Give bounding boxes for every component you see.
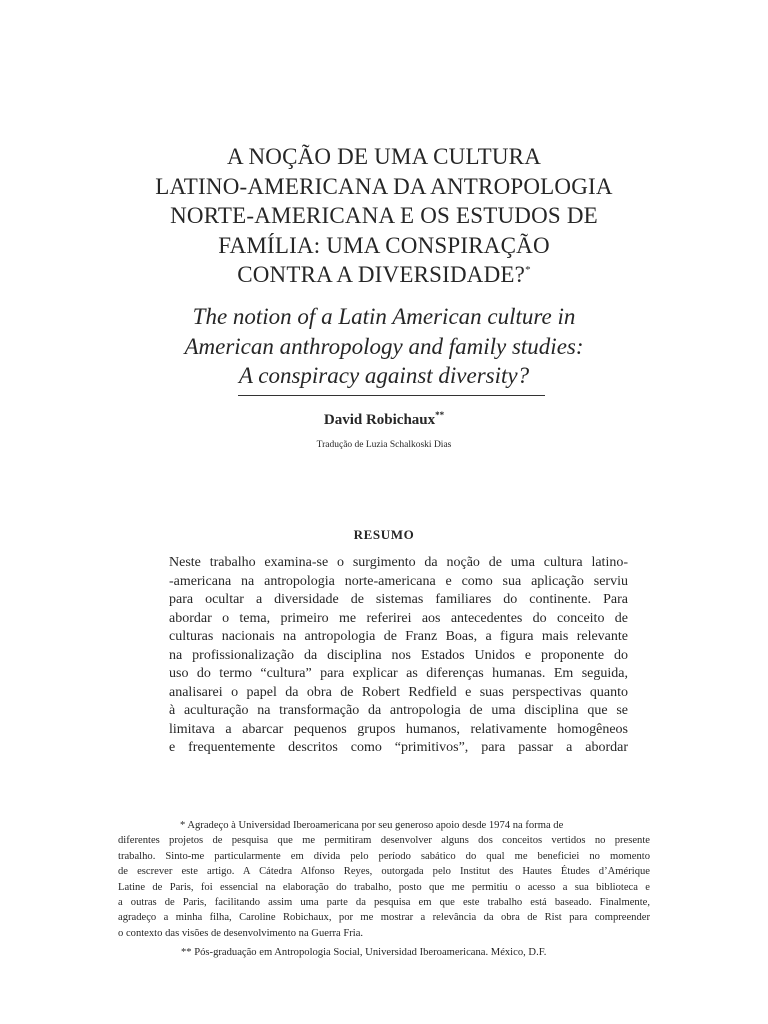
- abstract-line: limitava a abarcar pequenos grupos humanos, relativamente homogêneos: [169, 721, 628, 737]
- abstract-line: culturas nacionais na antropologia de Franz Boas, a figura mais relevante: [169, 629, 628, 644]
- title-line: LATINO-AMERICANA DA ANTROPOLOGIA: [155, 173, 613, 199]
- english-title-line: A conspiracy against diversity?: [238, 363, 530, 388]
- title-line: FAMÍLIA: UMA CONSPIRAÇÃO: [218, 232, 550, 258]
- portuguese-title: [100, 142, 668, 290]
- english-title-line: American anthropology and family studies:: [184, 333, 584, 359]
- title-line: [100, 260, 668, 290]
- abstract-line: analisarei o papel da obra de Robert Redfield e suas perspectivas quanto: [169, 684, 628, 700]
- abstract-line: na profissionalização da disciplina nos Estados Unidos e proponente do: [169, 647, 628, 663]
- abstract-line: e frequentemente descritos como “primitivos”, para passar a abordar: [169, 740, 628, 755]
- footnote-line: trabalho. Sinto-me particularmente em dívida pelo período sabático do qual me beneficiei no momento: [118, 850, 650, 862]
- footnote-line: a outras de Paris, facilitando assim uma parte da pesquisa em que este trabalho está baseado. Finalmente,: [118, 897, 650, 909]
- abstract-line: uso do termo “cultura” para explicar as diferenças humanas. Em seguida,: [169, 666, 628, 681]
- translator-credit: Tradução de Luzia Schalkoski Dias: [316, 440, 452, 450]
- footnote-line: agradeço a minha filha, Caroline Robichaux, por me mostrar a relevância da obra de Rist para compreender: [118, 912, 650, 924]
- abstract-body: [169, 554, 628, 758]
- abstract-line: para ocultar a diversidade de sistemas familiares do continente. Para: [169, 592, 628, 607]
- abstract-line: abordar o tema, primeiro me referirei aos antecedentes do conceito de: [169, 610, 628, 626]
- author-name: [0, 412, 768, 429]
- abstract-heading: RESUMO: [353, 527, 415, 542]
- footnote-marker[interactable]: *: [525, 264, 531, 276]
- author-footnote-marker[interactable]: **: [435, 410, 445, 420]
- footnote-acknowledgment: [118, 818, 650, 941]
- title-line: NORTE-AMERICANA E OS ESTUDOS DE: [170, 203, 598, 228]
- footnote-line: diferentes projetos de pesquisa que me permitiram desenvolver alguns dos conceitos vertidos no presente: [118, 835, 650, 847]
- footnote-line: de escrever este artigo. A Cátedra Alfonso Reyes, outorgada pelo Institut des Hautes Études d’Amérique: [118, 866, 650, 878]
- footnote-line: Latine de Paris, foi essencial na elaboração do trabalho, posto que me permitiu o acesso a sua biblioteca e: [118, 881, 650, 893]
- footnote-line: * Agradeço à Universidad Iberoamericana por seu generoso apoio desde 1974 na forma de: [180, 820, 564, 831]
- author-name-text: David Robichaux: [323, 412, 436, 428]
- abstract-line: à aculturação na transformação da antropologia de uma disciplina que se: [169, 703, 628, 718]
- title-line-text: CONTRA A DIVERSIDADE?: [237, 262, 526, 287]
- footnote-line: o contexto das visões de desenvolvimento na Guerra Fria.: [118, 927, 364, 939]
- abstract-line: -americana na antropologia norte-americana e como sua aplicação serviu: [169, 573, 628, 589]
- title-divider: [238, 395, 545, 396]
- title-line: A NOÇÃO DE UMA CULTURA: [226, 144, 542, 169]
- english-title: [100, 302, 668, 391]
- english-title-line: The notion of a Latin American culture in: [192, 304, 576, 329]
- abstract-line: Neste trabalho examina-se o surgimento da noção de uma cultura latino-: [169, 555, 628, 570]
- footnote-affiliation: ** Pós-graduação em Antropologia Social, Universidad Iberoamericana. México, D.F.: [181, 947, 547, 958]
